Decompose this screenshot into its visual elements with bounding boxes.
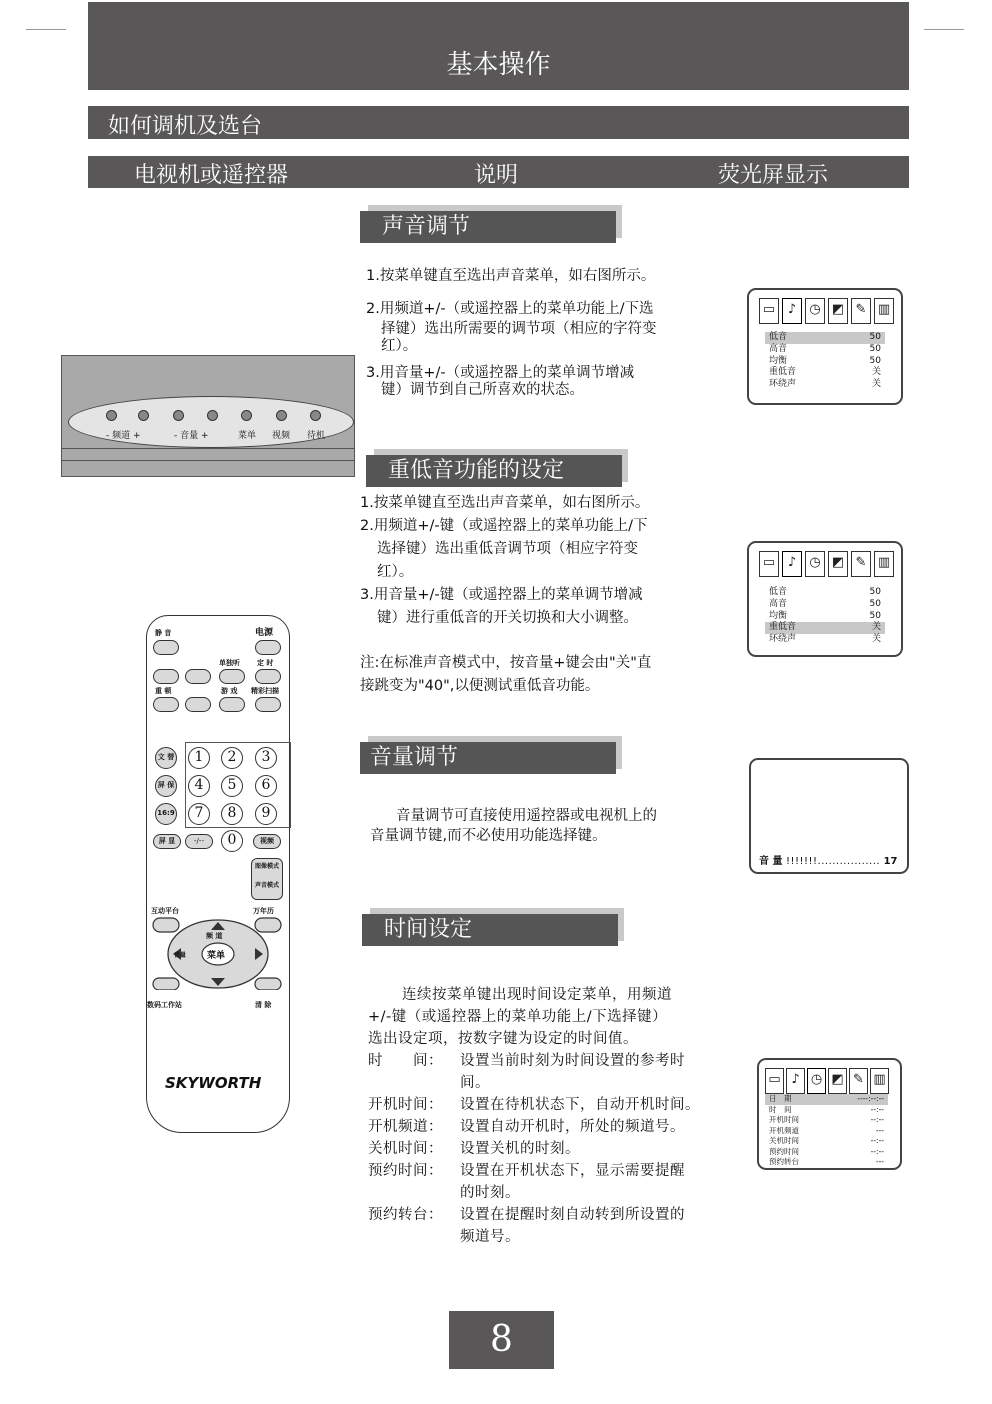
osd-row: 开机时间 --:-- — [769, 1115, 884, 1124]
video-remote-button[interactable]: 视频 — [253, 834, 281, 849]
dash-button[interactable]: -/-- — [185, 834, 213, 849]
section-title-time: 时间设定 — [362, 914, 618, 946]
picture-icon: ◩ — [828, 551, 848, 577]
teletext-button[interactable]: 文 替 — [155, 747, 177, 769]
remote-control — [146, 615, 290, 1133]
panel-label-volume: - 音量 + — [174, 431, 209, 441]
text-line: 1.按菜单键直至选出声音菜单，如右图所示。 — [366, 268, 656, 284]
screensaver-button[interactable]: 屏 保 — [155, 775, 177, 797]
section-header-bass — [366, 449, 628, 485]
digit-5-button[interactable]: 5 — [221, 775, 243, 797]
digit-8-button[interactable]: 8 — [221, 803, 243, 825]
column-right: 荧光屏显示 — [718, 163, 829, 188]
osd-row: 低音 50 — [765, 332, 885, 344]
text-line: 3.用音量+/-（或遥控器上的菜单调节增减 — [366, 365, 635, 381]
text-line: 2.用频道+/-（或遥控器上的菜单功能上/下选 — [366, 301, 654, 317]
section-title-sound: 声音调节 — [360, 211, 616, 243]
picture-mode-button[interactable]: 图像模式 — [255, 863, 280, 870]
definition-row: 预约时间： 设置在开机状态下，显示需要提醒 的时刻。 — [368, 1163, 685, 1201]
page-subtitle: 如何调机及选台 — [108, 114, 263, 139]
mute-button[interactable] — [153, 640, 179, 655]
definition-row: 开机频道： 设置自动开机时，所处的频道号。 — [368, 1119, 685, 1135]
remote-button[interactable] — [153, 669, 179, 684]
text-line: 选择键）选出重低音调节项（相应字符变 — [377, 541, 638, 557]
tools-icon: ✎ — [851, 298, 871, 324]
osd-volume — [749, 758, 909, 874]
calendar-label: 万年历 — [253, 907, 274, 915]
digit-7-button[interactable]: 7 — [188, 803, 210, 825]
text-line: 择键）选出所需要的调节项（相应的字符变 — [381, 321, 657, 337]
volume-bar: !!!!!!!................. — [785, 856, 881, 867]
rescan-label: 重 顿 — [155, 687, 172, 695]
text-line: 音量调节键,而不必使用功能选择键。 — [370, 828, 607, 844]
text-line: 2.用频道+/-键（或遥控器上的菜单功能上/下 — [360, 518, 648, 534]
power-label: 电源 — [255, 628, 274, 638]
clock-icon: ◷ — [807, 1068, 826, 1094]
osd-row: 均衡 50 — [769, 610, 881, 621]
digit-2-button[interactable]: 2 — [221, 747, 243, 769]
clock-icon: ◷ — [805, 551, 825, 577]
volume-value: 17 — [883, 856, 898, 867]
section-title-bass: 重低音功能的设定 — [366, 455, 622, 487]
channel-down-button[interactable] — [106, 410, 117, 421]
column-left: 电视机或遥控器 — [134, 163, 289, 188]
channel-up-button[interactable] — [138, 410, 149, 421]
note-line: 注:在标准声音模式中，按音量+键会由"关"直 — [360, 655, 652, 671]
digit-1-button[interactable]: 1 — [188, 747, 210, 769]
equalizer-icon: ▥ — [874, 551, 894, 577]
solo-button[interactable] — [219, 669, 245, 684]
osd-row: 预约转台 --- — [769, 1157, 884, 1166]
volume-up-button[interactable] — [207, 410, 218, 421]
video-button[interactable] — [276, 410, 287, 421]
mute-label: 静 音 — [155, 629, 172, 637]
section-header-time — [362, 908, 624, 944]
tv-icon: ▭ — [765, 1068, 784, 1094]
workstation-button[interactable] — [153, 978, 179, 990]
panel-label-channel: - 频道 + — [106, 431, 141, 441]
text-line: 选出设定项，按数字键为设定的时间值。 — [368, 1031, 638, 1047]
equalizer-icon: ▥ — [874, 298, 894, 324]
picture-icon: ◩ — [828, 1068, 847, 1094]
osd-rows — [765, 1094, 888, 1168]
note-line: 接跳变为"40",以便测试重低音功能。 — [360, 678, 600, 694]
rescan-button[interactable] — [153, 697, 179, 712]
interactive-button[interactable] — [153, 918, 179, 932]
brand-logo: SKYWORTH — [165, 1074, 262, 1092]
text-line: 音量调节可直接使用遥控器或电视机上的 — [396, 808, 657, 824]
osd-row: 环绕声 关 — [769, 379, 881, 390]
standby-button[interactable] — [310, 410, 321, 421]
osd-row: 开机频道 --- — [769, 1125, 884, 1135]
osd-row: 环绕声 关 — [769, 634, 881, 645]
osd-row: 高音 50 — [769, 598, 881, 609]
equalizer-icon: ▥ — [870, 1068, 889, 1094]
scan-label: 精彩扫描 — [251, 687, 279, 695]
text-line: +/-键（或遥控器上的菜单功能上/下选择键） — [368, 1009, 668, 1025]
solo-label: 单独听 — [219, 659, 240, 667]
osd-time-menu — [757, 1058, 902, 1170]
text-line: 键）调节到自己所喜欢的状态。 — [381, 382, 584, 398]
timer-label: 定 时 — [257, 659, 274, 667]
osd-row: 低音 50 — [769, 587, 881, 597]
tv-icon: ▭ — [759, 298, 779, 324]
aspect-button[interactable]: 16:9 — [155, 803, 177, 825]
sound-mode-button[interactable]: 声音模式 — [255, 882, 280, 889]
music-note-icon: ♪ — [786, 1068, 805, 1094]
picture-icon: ◩ — [828, 298, 848, 324]
osd-rows — [765, 587, 885, 646]
menu-button[interactable] — [241, 410, 252, 421]
sound-instructions — [366, 265, 736, 399]
tools-icon: ✎ — [849, 1068, 868, 1094]
tools-icon: ✎ — [851, 551, 871, 577]
digit-4-button[interactable]: 4 — [188, 775, 210, 797]
volume-down-button[interactable] — [173, 410, 184, 421]
clock-icon: ◷ — [805, 298, 825, 324]
osd-row: 高音 50 — [769, 343, 881, 354]
timer-button[interactable] — [255, 669, 281, 684]
volume-label: 音量 — [174, 952, 187, 959]
definition-row: 开机时间： 设置在待机状态下，自动开机时间。 — [368, 1097, 700, 1113]
remote-button[interactable] — [185, 669, 211, 684]
volume-label-osd: 音 量 — [759, 856, 783, 867]
volume-readout — [759, 852, 897, 867]
navigation-pad — [151, 912, 285, 990]
text-line: 红）。 — [377, 564, 414, 580]
osd-row: 重低音 关 — [765, 622, 885, 634]
channel-label: 频 道 — [206, 932, 223, 940]
section-header-sound — [360, 205, 622, 241]
section-title-volume: 音量调节 — [360, 742, 616, 774]
trim-mark — [26, 29, 66, 30]
power-button[interactable] — [255, 640, 281, 655]
bass-instructions — [360, 492, 710, 698]
osd-sound-menu — [747, 288, 903, 405]
osd-row: 预约时间 --:-- — [769, 1146, 884, 1156]
definition-row: 关机时间： 设置关机的时刻。 — [368, 1141, 580, 1157]
panel-label-standby: 待机 — [307, 431, 326, 441]
workstation-label: 数码工作站 — [147, 1001, 182, 1009]
osd-row: 时 间 --:-- — [769, 1104, 884, 1114]
game-button[interactable] — [219, 697, 245, 712]
text-line: 3.用音量+/-键（或遥控器上的菜单调节增减 — [360, 587, 643, 603]
osd-bass-menu — [747, 541, 903, 657]
osd-row: 重低音 关 — [769, 367, 881, 378]
text-line: 连续按菜单键出现时间设定菜单，用频道 — [402, 987, 672, 1003]
section-header-volume — [360, 736, 622, 772]
osd-row: 均衡 50 — [769, 355, 881, 366]
osd-row: 日 期 ----:--:-- — [765, 1094, 888, 1105]
time-instructions — [368, 984, 746, 1248]
game-label: 游 戏 — [221, 687, 238, 695]
clear-label: 清 除 — [255, 1001, 272, 1009]
calendar-button[interactable] — [255, 918, 281, 932]
remote-button[interactable] — [185, 697, 211, 712]
clear-button[interactable] — [255, 978, 281, 990]
definition-row: 预约转台： 设置在提醒时刻自动转到所设置的 频道号。 — [368, 1207, 685, 1245]
music-note-icon: ♪ — [782, 551, 802, 577]
volume-instructions — [370, 806, 720, 846]
definition-row: 时 间： 设置当前时刻为时间设置的参考时 间。 — [368, 1053, 685, 1091]
display-button[interactable]: 屏 显 — [153, 834, 181, 849]
tv-icon: ▭ — [759, 551, 779, 577]
tv-front-panel — [61, 355, 355, 477]
scan-button[interactable] — [255, 697, 281, 712]
digit-0-button[interactable]: 0 — [221, 830, 243, 852]
digit-3-button[interactable]: 3 — [255, 747, 277, 769]
panel-label-video: 视频 — [272, 431, 291, 441]
osd-rows — [765, 332, 885, 391]
column-header-bar — [88, 156, 909, 188]
page-number: 8 — [449, 1311, 554, 1369]
header-bar — [88, 2, 909, 90]
trim-mark — [924, 29, 964, 30]
text-line: 1.按菜单键直至选出声音菜单，如右图所示。 — [360, 495, 650, 511]
interactive-label: 互动平台 — [151, 907, 179, 915]
osd-row: 关机时间 --:-- — [769, 1136, 884, 1145]
digit-6-button[interactable]: 6 — [255, 775, 277, 797]
digit-9-button[interactable]: 9 — [255, 803, 277, 825]
panel-label-menu: 菜单 — [238, 431, 257, 441]
subtitle-bar — [88, 106, 909, 139]
text-line: 红）。 — [381, 338, 418, 354]
column-middle: 说明 — [474, 163, 519, 188]
page-title: 基本操作 — [446, 50, 551, 80]
music-note-icon: ♪ — [782, 298, 802, 324]
mode-button-group — [251, 858, 283, 900]
menu-label: 菜单 — [207, 951, 226, 961]
text-line: 键）进行重低音的开关切换和大小调整。 — [377, 610, 638, 626]
